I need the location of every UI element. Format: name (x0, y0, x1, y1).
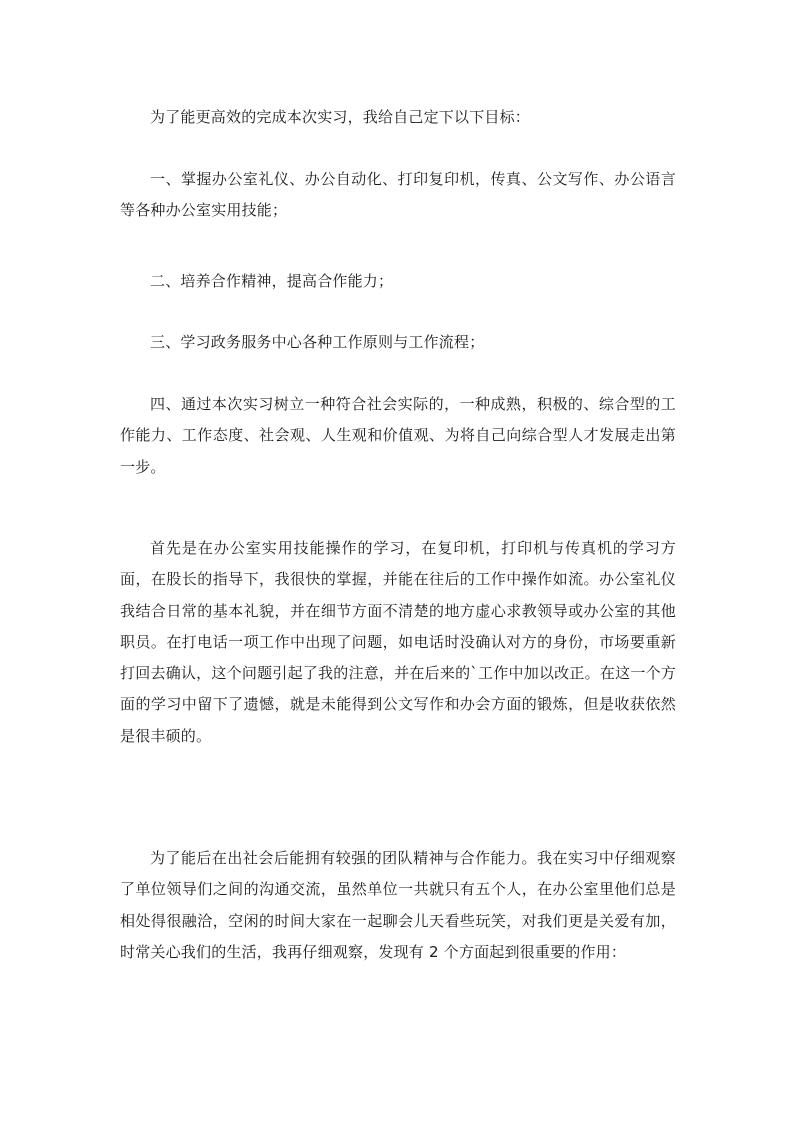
paragraph-goal-3: 三、学习政务服务中心各种工作原则与工作流程； (150, 333, 485, 351)
paragraph-teamwork: 为了能后在出社会后能拥有较强的团队精神与合作能力。我在实习中仔细观察了单位领导们之间的沟通交流，虽然单位一共就只有五个人，在办公室里他们总是相处得很融洽，空闲的时间大家在一起聊会儿天看些玩笑，对我们更是关爱有加，时常关心我们的生活，我再仔细观察，发现有 2 个方面起到很重要的作用： (120, 849, 676, 961)
paragraph-office-skills: 首先是在办公室实用技能操作的学习，在复印机，打印机与传真机的学习方面，在股长的指导下，我很快的掌握，并能在往后的工作中操作如流。办公室礼仪我结合日常的基本礼貌，并在细节方面不清楚的地方虚心求教领导或办公室的其他职员。在打电话一项工作中出现了问题，如电话时没确认对方的身份，市场要重新打回去确认，这个问题引起了我的注意，并在后来的`工作中加以改正。在这一个方面的学习中留下了遗憾，就是未能得到公文写作和办会方面的锻炼，但是收获依然是很丰硕的。 (120, 539, 676, 745)
paragraph-goal-4: 四、通过本次实习树立一种符合社会实际的，一种成熟，积极的、综合型的工作能力、工作态度、社会观、人生观和价值观、为将自己向综合型人才发展走出第一步。 (120, 395, 676, 476)
paragraph-goals-intro: 为了能更高效的完成本次实习，我给自己定下以下目标： (150, 108, 531, 126)
paragraph-goal-2: 二、培养合作精神，提高合作能力； (150, 272, 394, 290)
paragraph-goal-1: 一、掌握办公室礼仪、办公自动化、打印复印机，传真、公文写作、办公语言等各种办公室实用技能； (120, 170, 676, 220)
